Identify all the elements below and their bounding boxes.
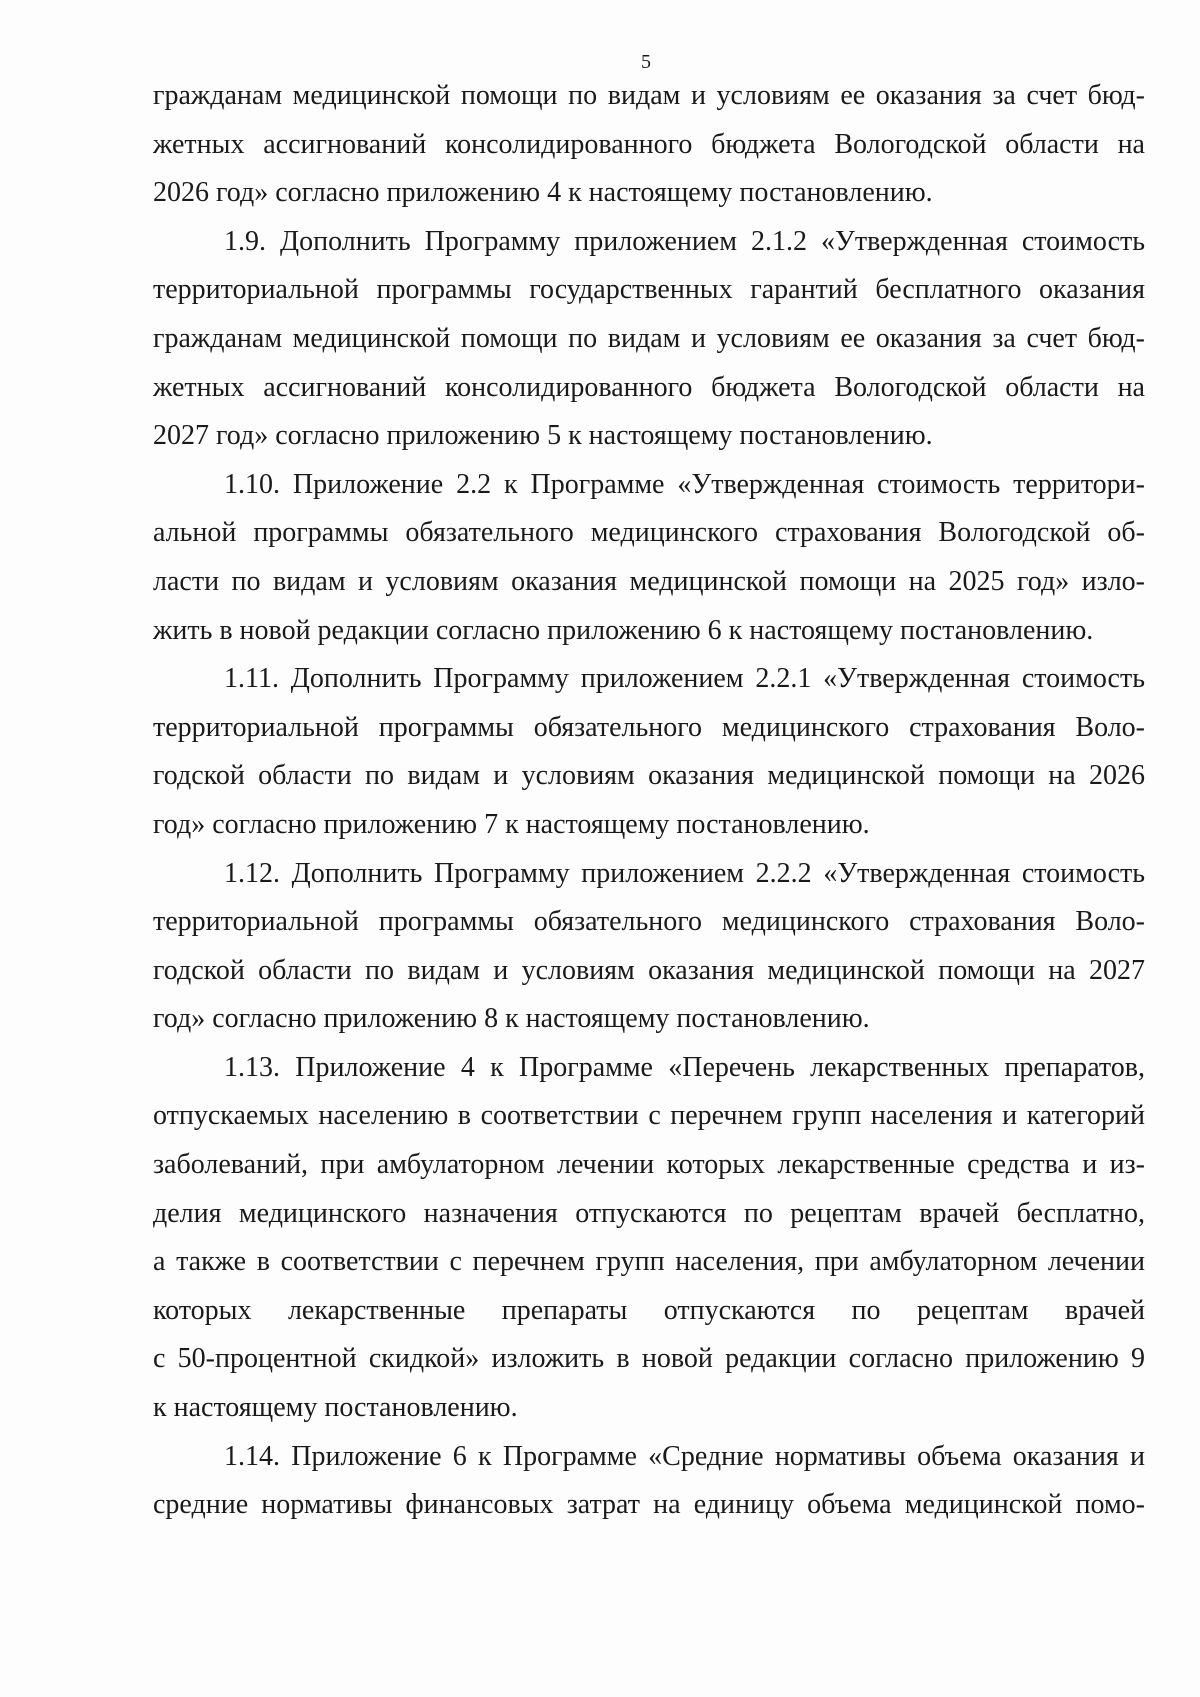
- text-line: гражданам медицинской помощи по видам и условиям ее оказания за счет бюд-: [153, 80, 1145, 111]
- text-line: годской области по видам и условиям оказания медицинской помощи на 2026: [153, 760, 1145, 792]
- text-line: с 50-процентной скидкой» изложить в новой редакции согласно приложению 9: [153, 1343, 1145, 1375]
- paragraph-first-line: 1.13. Приложение 4 к Программе «Перечень лекарственных препаратов,: [224, 1051, 1145, 1083]
- text-line: год» согласно приложению 7 к настоящему постановлению.: [153, 808, 870, 840]
- text-line: 2027 год» согласно приложению 5 к настоящему постановлению.: [153, 420, 933, 452]
- text-line: территориальной программы государственных гарантий бесплатного оказания: [153, 274, 1145, 306]
- paragraph-first-line: 1.10. Приложение 2.2 к Программе «Утвержденная стоимость территори-: [224, 468, 1145, 500]
- text-line: делия медицинского назначения отпускаются по рецептам врачей бесплатно,: [153, 1197, 1145, 1229]
- text-line: ласти по видам и условиям оказания медицинской помощи на 2025 год» изло-: [153, 565, 1145, 597]
- body-text: [153, 72, 1145, 1530]
- paragraph-first-line: 1.11. Дополнить Программу приложением 2.2.1 «Утвержденная стоимость: [224, 663, 1145, 695]
- paragraph-first-line: 1.14. Приложение 6 к Программе «Средние нормативы объема оказания и: [224, 1440, 1145, 1472]
- text-line: год» согласно приложению 8 к настоящему постановлению.: [153, 1003, 870, 1035]
- text-line: к настоящему постановлению.: [153, 1392, 518, 1424]
- text-line: заболеваний, при амбулаторном лечении которых лекарственные средства и из-: [153, 1149, 1145, 1181]
- text-line: территориальной программы обязательного медицинского страхования Воло-: [153, 711, 1145, 743]
- text-line: средние нормативы финансовых затрат на единицу объема медицинской помо-: [153, 1489, 1145, 1521]
- text-line: годской области по видам и условиям оказания медицинской помощи на 2027: [153, 954, 1145, 986]
- text-line: жить в новой редакции согласно приложению 6 к настоящему постановлению.: [153, 614, 1094, 646]
- text-line: 2026 год» согласно приложению 4 к настоящему постановлению.: [153, 177, 933, 209]
- text-line: альной программы обязательного медицинского страхования Вологодской об-: [153, 517, 1145, 549]
- text-line: которых лекарственные препараты отпускаются по рецептам врачей: [153, 1294, 1145, 1326]
- paragraph-first-line: 1.9. Дополнить Программу приложением 2.1.2 «Утвержденная стоимость: [224, 225, 1145, 257]
- text-line: гражданам медицинской помощи по видам и условиям ее оказания за счет бюд-: [153, 322, 1145, 354]
- paragraph-first-line: 1.12. Дополнить Программу приложением 2.2.2 «Утвержденная стоимость: [224, 857, 1145, 889]
- text-line: жетных ассигнований консолидированного бюджета Вологодской области на: [153, 128, 1145, 160]
- page-number: 5: [641, 51, 651, 73]
- text-line: жетных ассигнований консолидированного бюджета Вологодской области на: [153, 371, 1145, 403]
- text-line: а также в соответствии с перечнем групп населения, при амбулаторном лечении: [153, 1246, 1145, 1278]
- text-line: отпускаемых населению в соответствии с перечнем групп населения и категорий: [153, 1100, 1145, 1132]
- text-line: территориальной программы обязательного медицинского страхования Воло-: [153, 906, 1145, 938]
